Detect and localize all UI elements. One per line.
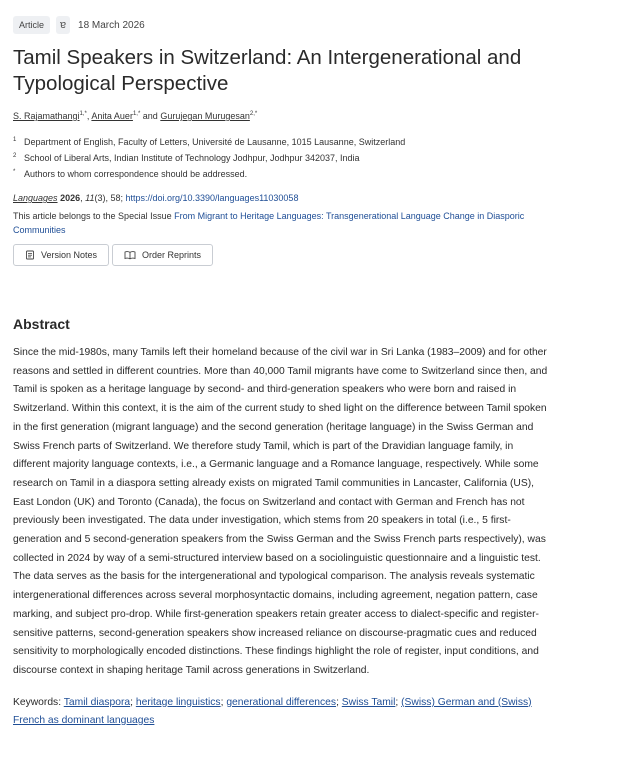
book-icon bbox=[124, 250, 136, 260]
affiliation-text: Authors to whom correspondence should be addressed. bbox=[24, 169, 248, 179]
author-separator: , bbox=[86, 111, 92, 121]
publication-date: 18 March 2026 bbox=[78, 19, 145, 31]
keyword-link[interactable]: generational differences bbox=[226, 696, 337, 708]
special-issue-prefix: This article belongs to the Special Issue bbox=[13, 211, 175, 221]
article-title: Tamil Speakers in Switzerland: An Intergenerational and Typological Perspective bbox=[13, 46, 522, 95]
journal-name-link[interactable]: Languages bbox=[13, 193, 58, 203]
keyword-link[interactable]: (Swiss) German and (Swiss) French as dominant languages bbox=[13, 696, 532, 726]
keywords-section bbox=[13, 694, 553, 730]
article-type-badge: Article bbox=[13, 16, 50, 34]
keyword-separator: ; bbox=[336, 696, 342, 708]
special-issue-link[interactable]: From Migrant to Heritage Languages: Transgenerational Language Change in Diasporic Communities bbox=[13, 211, 525, 235]
citation-issue-pages: (3), 58; bbox=[94, 193, 126, 203]
author-link[interactable]: Gurujegan Murugesan bbox=[160, 111, 250, 121]
affiliation-item bbox=[13, 134, 613, 150]
keyword-separator: ; bbox=[220, 696, 227, 708]
document-icon bbox=[25, 250, 35, 260]
keywords-label: Keywords: bbox=[13, 696, 64, 708]
article-meta-row bbox=[13, 0, 613, 34]
affiliation-mark: 1 bbox=[13, 137, 17, 143]
affiliation-text: Department of English, Faculty of Letters, Université de Lausanne, 1015 Lausanne, Switzerland bbox=[24, 137, 406, 147]
affiliation-item bbox=[13, 150, 613, 166]
author-affiliation-mark: 1,* bbox=[79, 111, 87, 117]
keyword-separator: ; bbox=[130, 696, 136, 708]
affiliation-item bbox=[13, 166, 613, 182]
citation-line: Languages 2026, 11(3), 58; https://doi.org/10.3390/languages11030058 bbox=[13, 193, 299, 203]
version-notes-label: Version Notes bbox=[41, 250, 98, 260]
keyword-link[interactable]: Tamil diaspora bbox=[63, 696, 131, 708]
author-list bbox=[13, 109, 613, 123]
affiliation-list bbox=[13, 134, 613, 182]
open-access-icon: ɐ bbox=[56, 16, 70, 34]
affiliation-text: School of Liberal Arts, Indian Institute of Technology Jodhpur, Jodhpur 342037, India bbox=[24, 153, 360, 163]
keyword-link[interactable]: Swiss Tamil bbox=[341, 696, 396, 708]
special-issue-note bbox=[13, 209, 553, 237]
affiliation-mark: * bbox=[13, 169, 16, 175]
keyword-link[interactable]: heritage linguistics bbox=[135, 696, 221, 708]
article-actions bbox=[13, 244, 613, 266]
order-reprints-button[interactable] bbox=[112, 244, 213, 266]
author-link[interactable]: Anita Auer bbox=[91, 111, 133, 121]
version-notes-button[interactable] bbox=[13, 244, 109, 266]
author-and: and bbox=[140, 111, 161, 121]
abstract-heading: Abstract bbox=[13, 316, 70, 332]
affiliation-mark: 2 bbox=[13, 153, 17, 159]
author-affiliation-mark: 1,* bbox=[132, 111, 141, 117]
keyword-separator: ; bbox=[395, 696, 402, 708]
author-affiliation-mark: 2,* bbox=[249, 111, 258, 117]
abstract-text: Since the mid-1980s, many Tamils left their homeland because of the civil war in Sri Lanka (1983–2009) and for other reasons and settled in different countries. More than 40,000 Tamil migrants have come to Switzerland since then, and Tamil is spoken as a heritage language by second- and third-generation speakers who were born and raised in Switzerland. Within this context, it is the aim of the current study to shed light on the difference between Tamil spoken in the first generation (migrant language) and the second generation (heritage language) in the Swiss German and Swiss French parts of Switzerland. We therefore study Tamil, which is part of the Dravidian language family, in different majority language contexts, i.e., a Germanic language and a Romance language, respectively. While some research on Tamil in a diaspora setting already exists on migrated Tamil communities in Lancaster, California (US), East London (UK) and Toronto (Canada), the focus on Switzerland and contact with German and French has not previously been investigated. The data under investigation, which stems from 20 speakers in total (i.e., 5 first-generation and 5 second-generation speakers from the Swiss German and the Swiss French parts respectively), was collected in 2024 by way of a semi-structured interview based on a sociolinguistic questionnaire and a linguistic test. The data serves as the basis for the intergenerational and typological comparison. The analysis reveals systematic intergenerational differences across several morphosyntactic domains, including agreement, negation pattern, case marking, and subject pro-drop. While first-generation speakers retain greater access to dialect-specific and register-sensitive patterns, second-generation speakers show increased reliance on discourse-pragmatic cues and reduced sensitivity to morphologically encoded distinctions. These findings highlight the role of register, input conditions, and discourse context in shaping heritage Tamil across generations in Switzerland. bbox=[13, 347, 548, 676]
citation-volume: 11 bbox=[85, 193, 95, 203]
doi-link[interactable]: https://doi.org/10.3390/languages11030058 bbox=[125, 193, 299, 203]
citation-year: 2026 bbox=[60, 193, 81, 203]
author-link[interactable]: S. Rajamathangi bbox=[13, 111, 80, 121]
order-reprints-label: Order Reprints bbox=[142, 250, 202, 260]
